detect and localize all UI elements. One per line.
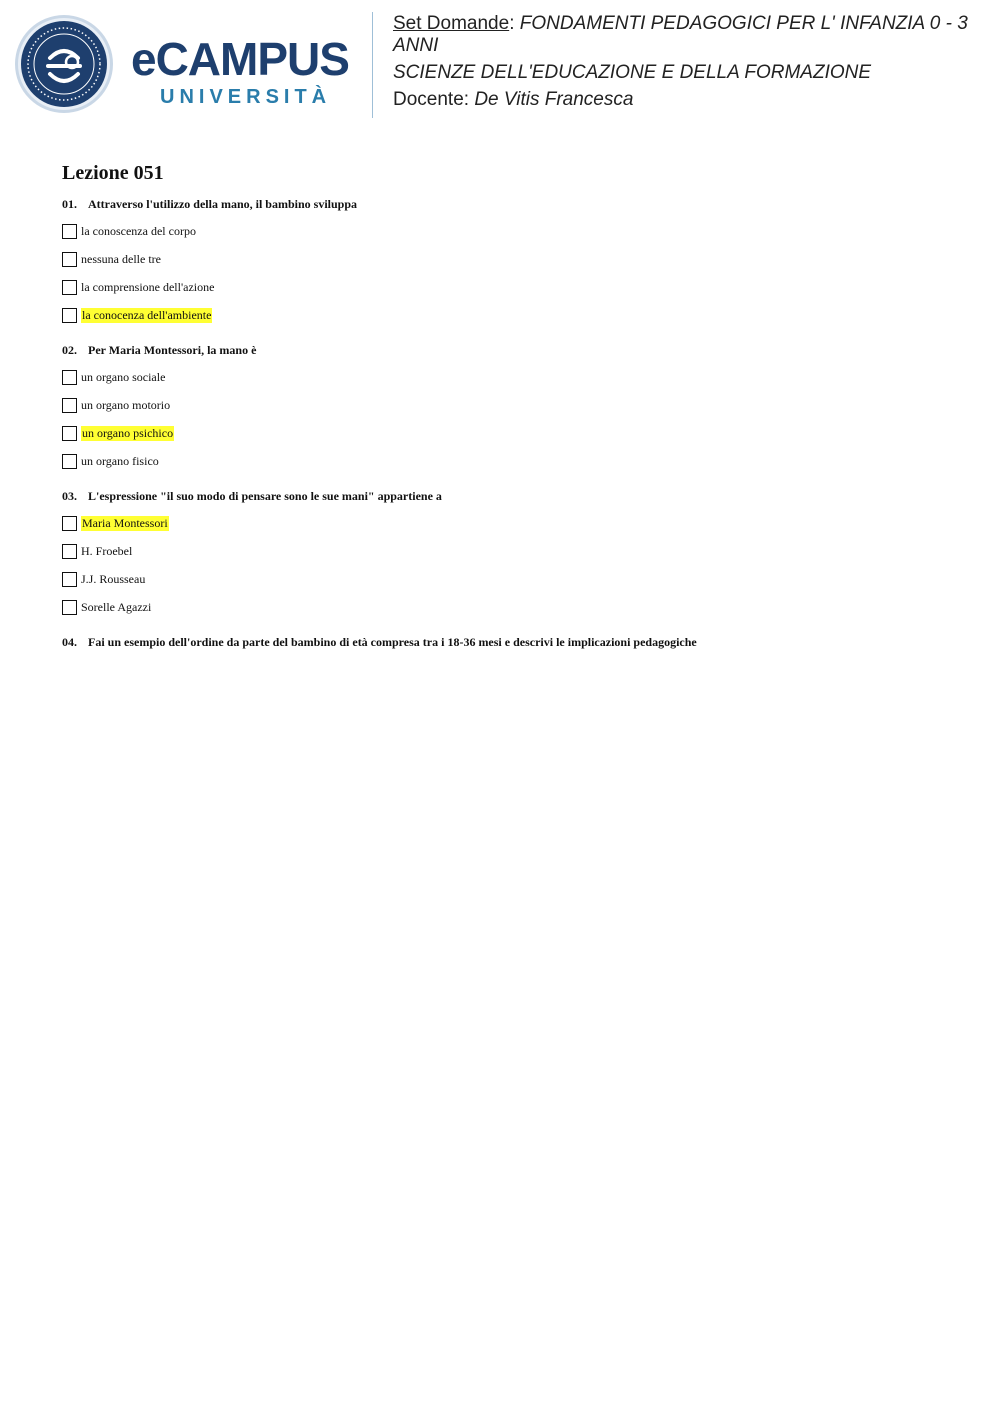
question-label: Per Maria Montessori, la mano è — [88, 343, 257, 357]
answer-option[interactable] — [62, 396, 962, 414]
question-text — [62, 342, 962, 358]
question-number: 02. — [62, 343, 77, 357]
question-4 — [62, 634, 962, 650]
ecampus-logo — [14, 14, 359, 114]
answer-option[interactable] — [62, 368, 962, 386]
checkbox[interactable] — [62, 370, 77, 385]
set-title: FONDAMENTI PEDAGOGICI PER L' INFANZIA 0 - 3 ANNI — [393, 13, 968, 56]
page-header — [0, 0, 1000, 130]
checkbox[interactable] — [62, 426, 77, 441]
answer-option-correct[interactable] — [62, 424, 962, 442]
answer-text-highlighted: Maria Montessori — [82, 515, 168, 530]
checkbox[interactable] — [62, 516, 77, 531]
header-info — [393, 13, 983, 111]
quiz-content — [62, 160, 962, 668]
lesson-title: Lezione 051 — [62, 162, 164, 184]
course-line — [393, 62, 983, 84]
question-label: Attraverso l'utilizzo della mano, il bambino sviluppa — [88, 197, 358, 211]
checkbox[interactable] — [62, 544, 77, 559]
question-2 — [62, 342, 962, 470]
question-3 — [62, 488, 962, 616]
question-text — [62, 634, 962, 650]
set-label: Set Domande — [393, 13, 510, 34]
university-seal-icon — [14, 14, 114, 114]
checkbox[interactable] — [62, 572, 77, 587]
answer-text: un organo fisico — [81, 453, 159, 468]
question-number: 04. — [62, 635, 77, 649]
set-line: Set Domande: FONDAMENTI PEDAGOGICI PER L' INFANZIA 0 - 3 ANNI — [393, 13, 968, 56]
answer-text-highlighted: un organo psichico — [82, 425, 174, 440]
header-divider — [372, 12, 373, 118]
checkbox[interactable] — [62, 600, 77, 615]
answer-text: un organo motorio — [81, 397, 171, 412]
answer-option[interactable] — [62, 570, 962, 588]
checkbox[interactable] — [62, 308, 77, 323]
answer-option[interactable] — [62, 250, 962, 268]
answer-text: un organo sociale — [81, 369, 166, 384]
question-label: L'espressione "il suo modo di pensare sono le sue mani" appartiene a — [88, 489, 442, 503]
answer-text: nessuna delle tre — [81, 251, 161, 266]
logo-subtitle: UNIVERSITÀ — [160, 86, 332, 108]
teacher-line — [393, 89, 983, 111]
teacher-name: De Vitis Francesca — [474, 89, 634, 110]
question-label: Fai un esempio dell'ordine da parte del bambino di età compresa tra i 18-36 mesi e descrivi le implicazioni pedagogiche — [88, 635, 697, 649]
course-name: SCIENZE DELL'EDUCAZIONE E DELLA FORMAZIONE — [393, 62, 872, 83]
answer-option-correct[interactable] — [62, 306, 962, 324]
question-number: 03. — [62, 489, 77, 503]
answer-option[interactable] — [62, 222, 962, 240]
question-text — [62, 196, 962, 212]
checkbox[interactable] — [62, 252, 77, 267]
answer-text: H. Froebel — [81, 543, 133, 558]
checkbox[interactable] — [62, 224, 77, 239]
answer-option[interactable] — [62, 542, 962, 560]
checkbox[interactable] — [62, 280, 77, 295]
checkbox[interactable] — [62, 454, 77, 469]
checkbox[interactable] — [62, 398, 77, 413]
answer-text: la comprensione dell'azione — [81, 279, 215, 294]
answer-text: J.J. Rousseau — [81, 571, 146, 586]
question-1 — [62, 196, 962, 324]
answer-text-highlighted: la conocenza dell'ambiente — [82, 307, 212, 322]
question-text — [62, 488, 962, 504]
question-number: 01. — [62, 197, 77, 211]
answer-text: Sorelle Agazzi — [81, 599, 152, 614]
answer-option[interactable] — [62, 278, 962, 296]
teacher-label: Docente: — [393, 89, 470, 110]
answer-option[interactable] — [62, 452, 962, 470]
logo-wordmark: eCAMPUS — [131, 33, 349, 85]
answer-text: la conoscenza del corpo — [81, 223, 196, 238]
answer-option[interactable] — [62, 598, 962, 616]
answer-option-correct[interactable] — [62, 514, 962, 532]
